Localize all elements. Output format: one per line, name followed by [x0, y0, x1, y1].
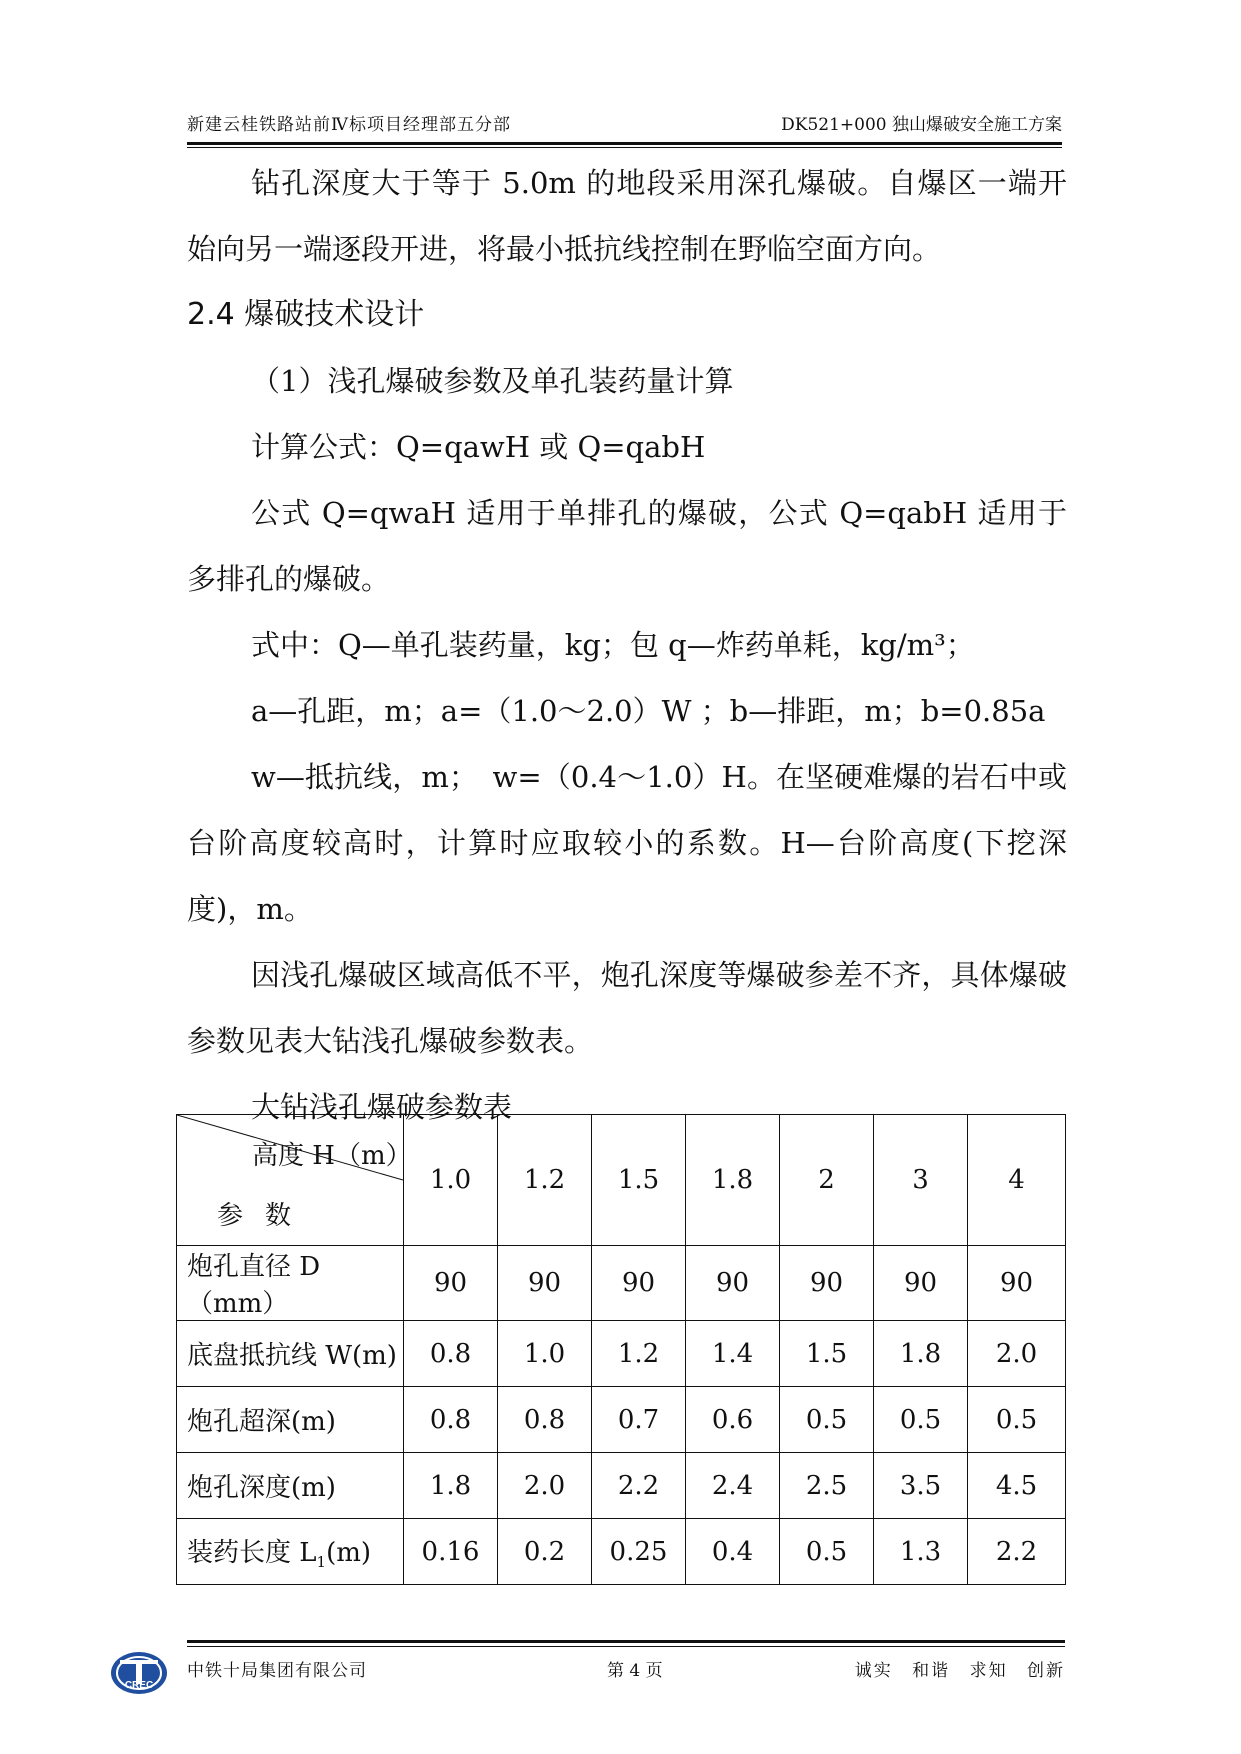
table-cell: 1.3: [874, 1519, 968, 1585]
table-cell: 0.4: [686, 1519, 780, 1585]
height-header-cell: 1.2: [498, 1115, 592, 1246]
paragraph-spacing: a—孔距，m；a=（1.0～2.0）W ；b—排距，m；b=0.85a: [251, 694, 1046, 728]
table-cell: 0.7: [592, 1387, 686, 1453]
table-cell: 2.4: [686, 1453, 780, 1519]
height-header-cell: 1.8: [686, 1115, 780, 1246]
table-row: [177, 1321, 1066, 1387]
table-cell: 1.2: [592, 1321, 686, 1387]
table-cell: 2.0: [498, 1453, 592, 1519]
blasting-parameter-table: [176, 1114, 1066, 1585]
table-cell: 90: [404, 1246, 498, 1321]
row-label-hole-diameter: 炮孔直径 D（mm）: [177, 1246, 404, 1321]
table-cell: 90: [780, 1246, 874, 1321]
table-cell: 2.0: [968, 1321, 1066, 1387]
footer-rule: [187, 1640, 1065, 1643]
table-cell: 0.8: [498, 1387, 592, 1453]
table-cell: 0.8: [404, 1387, 498, 1453]
charge-length-unit: (m): [326, 1537, 372, 1568]
paragraph-definitions: 式中：Q—单孔装药量，kg；包 q—炸药单耗，kg/m³；: [251, 628, 975, 662]
height-header-cell: 4: [968, 1115, 1066, 1246]
charge-length-subscript: 1: [316, 1553, 327, 1572]
page-number: 第 4 页: [607, 1661, 663, 1681]
table-cell: 1.4: [686, 1321, 780, 1387]
table-cell: 4.5: [968, 1453, 1066, 1519]
table-row: [177, 1246, 1066, 1321]
charge-length-label: 装药长度 L: [187, 1537, 317, 1568]
page-footer: [110, 1640, 1065, 1700]
paragraph-formula-usage: 公式 Q=qwaH 适用于单排孔的爆破，公式 Q=qabH 适用于多排孔的爆破。: [187, 496, 1067, 596]
row-label-hole-depth: 炮孔深度(m): [177, 1453, 404, 1519]
table-header-row: [177, 1115, 1066, 1246]
table-corner-cell: [177, 1115, 412, 1246]
table-cell: 90: [686, 1246, 780, 1321]
header-document-title: DK521+000 独山爆破安全施工方案: [781, 115, 1062, 135]
table-cell: 0.5: [968, 1387, 1066, 1453]
height-header-cell: 1.5: [592, 1115, 686, 1246]
table-row: [177, 1519, 1066, 1585]
table-cell: 0.6: [686, 1387, 780, 1453]
paragraph-subtitle: （1）浅孔爆破参数及单孔装药量计算: [251, 364, 734, 398]
table-cell: 2.2: [592, 1453, 686, 1519]
section-heading: 2.4 爆破技术设计: [187, 297, 425, 332]
header-rule-thin: [187, 147, 1062, 148]
height-header-cell: 1.0: [404, 1115, 498, 1246]
paragraph-deep-hole: 钻孔深度大于等于 5.0m 的地段采用深孔爆破。自爆区一端开始向另一端逐段开进，将最小抵抗线控制在野临空面方向。: [187, 166, 1067, 266]
table-cell: 0.5: [780, 1387, 874, 1453]
table-cell: 0.2: [498, 1519, 592, 1585]
table-cell: 1.8: [404, 1453, 498, 1519]
height-header-cell: 2: [780, 1115, 874, 1246]
table-cell: 0.5: [874, 1387, 968, 1453]
row-label-subdrill: 炮孔超深(m): [177, 1387, 404, 1453]
header-rule: [187, 142, 1062, 145]
table-cell: 2.5: [780, 1453, 874, 1519]
table-cell: 0.8: [404, 1321, 498, 1387]
paragraph-formula: 计算公式：Q=qawH 或 Q=qabH: [251, 430, 706, 464]
header-project-name: 新建云桂铁路站前Ⅳ标项目经理部五分部: [187, 115, 511, 135]
svg-text:CREC: CREC: [124, 1680, 154, 1691]
table-cell: 90: [498, 1246, 592, 1321]
table-cell: 3.5: [874, 1453, 968, 1519]
table-row: [177, 1453, 1066, 1519]
table-cell: 1.8: [874, 1321, 968, 1387]
table-cell: 0.25: [592, 1519, 686, 1585]
table-cell: 0.16: [404, 1519, 498, 1585]
paragraph-table-reference: 因浅孔爆破区域高低不平，炮孔深度等爆破参差不齐，具体爆破参数见表大钻浅孔爆破参数表。: [187, 958, 1067, 1058]
row-label-charge-length: [177, 1519, 404, 1585]
table-cell: 90: [592, 1246, 686, 1321]
height-header-cell: 3: [874, 1115, 968, 1246]
footer-rule-thin: [187, 1646, 1065, 1647]
crec-logo-icon: [110, 1650, 168, 1696]
paragraph-burden: w—抵抗线，m； w=（0.4～1.0）H。在坚硬难爆的岩石中或台阶高度较高时，计算时应取较小的系数。H—台阶高度(下挖深度)，m。: [187, 760, 1067, 926]
table-cell: 2.2: [968, 1519, 1066, 1585]
table-cell: 1.0: [498, 1321, 592, 1387]
table-cell: 1.5: [780, 1321, 874, 1387]
table-caption: 大钻浅孔爆破参数表: [251, 1090, 513, 1124]
page-header: [187, 110, 1062, 144]
row-label-toe-burden: 底盘抵抗线 W(m): [177, 1321, 404, 1387]
footer-motto: 诚实 和谐 求知 创新: [854, 1661, 1065, 1681]
footer-company: 中铁十局集团有限公司: [187, 1661, 367, 1681]
table-cell: 0.5: [780, 1519, 874, 1585]
table-cell: 90: [874, 1246, 968, 1321]
document-body: [187, 150, 1067, 1140]
corner-parameter-label: 参数: [217, 1201, 314, 1231]
table-cell: 90: [968, 1246, 1066, 1321]
table-row: [177, 1387, 1066, 1453]
corner-height-label: 高度 H（m）: [252, 1141, 412, 1171]
